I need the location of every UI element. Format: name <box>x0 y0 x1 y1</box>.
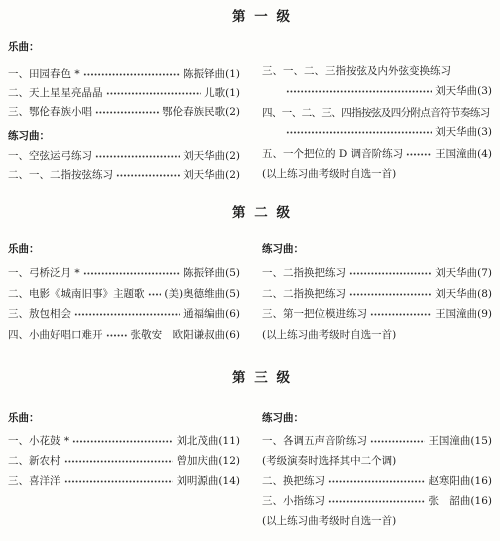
dot-leader <box>370 440 425 443</box>
piece-title: 二、电影《城南旧事》主题歌 <box>8 288 145 300</box>
composer-credit: 张 韶曲(16) <box>428 495 492 507</box>
etude-title: 三、一、二、三指按弦及内外弦变换练习 <box>262 65 451 77</box>
dot-leader <box>349 293 432 296</box>
dot-leader <box>116 174 180 177</box>
piece-entry <box>8 266 240 280</box>
piece-title: 一、弓桥泛月 * <box>8 267 80 279</box>
piece-title: 三、鄂伦春族小唱 <box>8 106 92 118</box>
etude-title: 二、换把练习 <box>262 475 325 487</box>
composer-credit: 刘天华曲(7) <box>435 267 492 279</box>
piece-title: 二、新农村 <box>8 455 61 467</box>
selection-note: (以上练习曲考级时自选一首) <box>262 329 397 341</box>
dot-leader <box>286 90 432 93</box>
etude-title: 一、二指换把练习 <box>262 267 346 279</box>
dot-leader <box>74 313 180 316</box>
selection-note: (以上练习曲考级时自选一首) <box>262 168 397 180</box>
piece-entry <box>8 474 240 488</box>
piece-entry <box>8 454 240 468</box>
etude-entry <box>262 147 492 161</box>
piece-title: 一、小花鼓 * <box>8 435 70 447</box>
pieces-heading: 乐曲： <box>8 412 40 424</box>
etudes-heading: 练习曲： <box>262 412 304 424</box>
etude-entry <box>262 287 492 301</box>
piece-entry <box>8 67 240 81</box>
piece-title: 三、敖包相会 <box>8 308 71 320</box>
piece-title: 四、小曲好唱口难开 <box>8 329 103 341</box>
composer-credit: 赵寒阳曲(16) <box>428 475 492 487</box>
etude-title: 一、各调五声音阶练习 <box>262 435 367 447</box>
piece-entry <box>8 105 240 119</box>
piece-title: 三、喜洋洋 <box>8 475 61 487</box>
piece-entry <box>8 86 240 100</box>
pieces-heading: 乐曲： <box>8 243 40 255</box>
etude-entry <box>262 266 492 280</box>
composer-credit: 儿歌(1) <box>204 87 240 99</box>
composer-credit: 刘北茂曲(11) <box>176 435 240 447</box>
composer-credit: 王国潼曲(9) <box>435 308 492 320</box>
piece-title: 一、田园春色 * <box>8 68 80 80</box>
etude-entry <box>8 149 240 163</box>
composer-credit: 刘天华曲(3) <box>435 85 492 97</box>
dot-leader <box>349 272 432 275</box>
etude-entry <box>262 474 492 488</box>
dot-leader <box>95 111 159 114</box>
dot-leader <box>83 73 181 76</box>
piece-entry <box>8 307 240 321</box>
etude-title: 三、第一把位模进练习 <box>262 308 367 320</box>
etudes-heading: 练习曲： <box>8 130 50 142</box>
composer-credit: 刘天华曲(8) <box>435 288 492 300</box>
composer-credit: 刘天华曲(2) <box>183 150 240 162</box>
etude-title: 五、一个把位的 D 调音阶练习 <box>262 148 404 160</box>
composer-credit: 通福编曲(6) <box>183 308 240 320</box>
etude-title: 一、空弦运弓练习 <box>8 150 92 162</box>
composer-credit: 刘天华曲(2) <box>183 169 240 181</box>
etude-entry <box>262 106 492 120</box>
dot-leader <box>95 155 180 158</box>
etude-entry <box>262 307 492 321</box>
level-2-title: 第 二 级 <box>232 205 292 221</box>
composer-credit: 张敬安 欧阳谦叔曲(6) <box>130 329 240 341</box>
dot-leader <box>328 500 425 503</box>
composer-credit: 王国潼曲(15) <box>428 435 492 447</box>
dot-leader <box>406 153 432 156</box>
dot-leader <box>328 480 425 483</box>
etude-entry-continuation <box>262 125 492 139</box>
dot-leader <box>64 460 174 463</box>
composer-credit: 王国潼曲(4) <box>435 148 492 160</box>
level-3-title: 第 三 级 <box>232 370 292 386</box>
etudes-heading: 练习曲： <box>262 243 304 255</box>
etude-title: 三、小指练习 <box>262 495 325 507</box>
selection-note: (以上练习曲考级时自选一首) <box>262 515 397 527</box>
dot-leader <box>286 131 432 134</box>
piece-title: 二、天上星星亮晶晶 <box>8 87 103 99</box>
etude-entry-continuation <box>262 84 492 98</box>
etude-title: 二、二指换把练习 <box>262 288 346 300</box>
dot-leader <box>72 440 173 443</box>
dot-leader <box>83 272 181 275</box>
etude-title: 二、一、二指按弦练习 <box>8 169 113 181</box>
piece-entry <box>8 328 240 342</box>
etude-entry <box>262 64 492 78</box>
etude-entry <box>262 434 492 448</box>
composer-credit: 刘天华曲(3) <box>435 126 492 138</box>
dot-leader <box>106 92 202 95</box>
etude-title: 四、一、二、三、四指按弦及四分附点音符节奏练习 <box>262 107 490 119</box>
etude-note: (考级演奏时选择其中二个调) <box>262 455 397 467</box>
composer-credit: 陈振铎曲(1) <box>183 68 240 80</box>
dot-leader <box>148 293 162 296</box>
composer-credit: 陈振铎曲(5) <box>183 267 240 279</box>
pieces-heading: 乐曲： <box>8 41 40 53</box>
etude-entry <box>8 168 240 182</box>
composer-credit: (美)奥德维曲(5) <box>164 288 240 300</box>
composer-credit: 曾加庆曲(12) <box>176 455 240 467</box>
piece-entry <box>8 287 240 301</box>
dot-leader <box>64 480 174 483</box>
level-1-title: 第 一 级 <box>232 9 292 25</box>
composer-credit: 鄂伦春族民歌(2) <box>162 106 240 118</box>
etude-entry <box>262 494 492 508</box>
dot-leader <box>370 313 432 316</box>
composer-credit: 刘明源曲(14) <box>176 475 240 487</box>
piece-entry <box>8 434 240 448</box>
dot-leader <box>106 334 128 337</box>
